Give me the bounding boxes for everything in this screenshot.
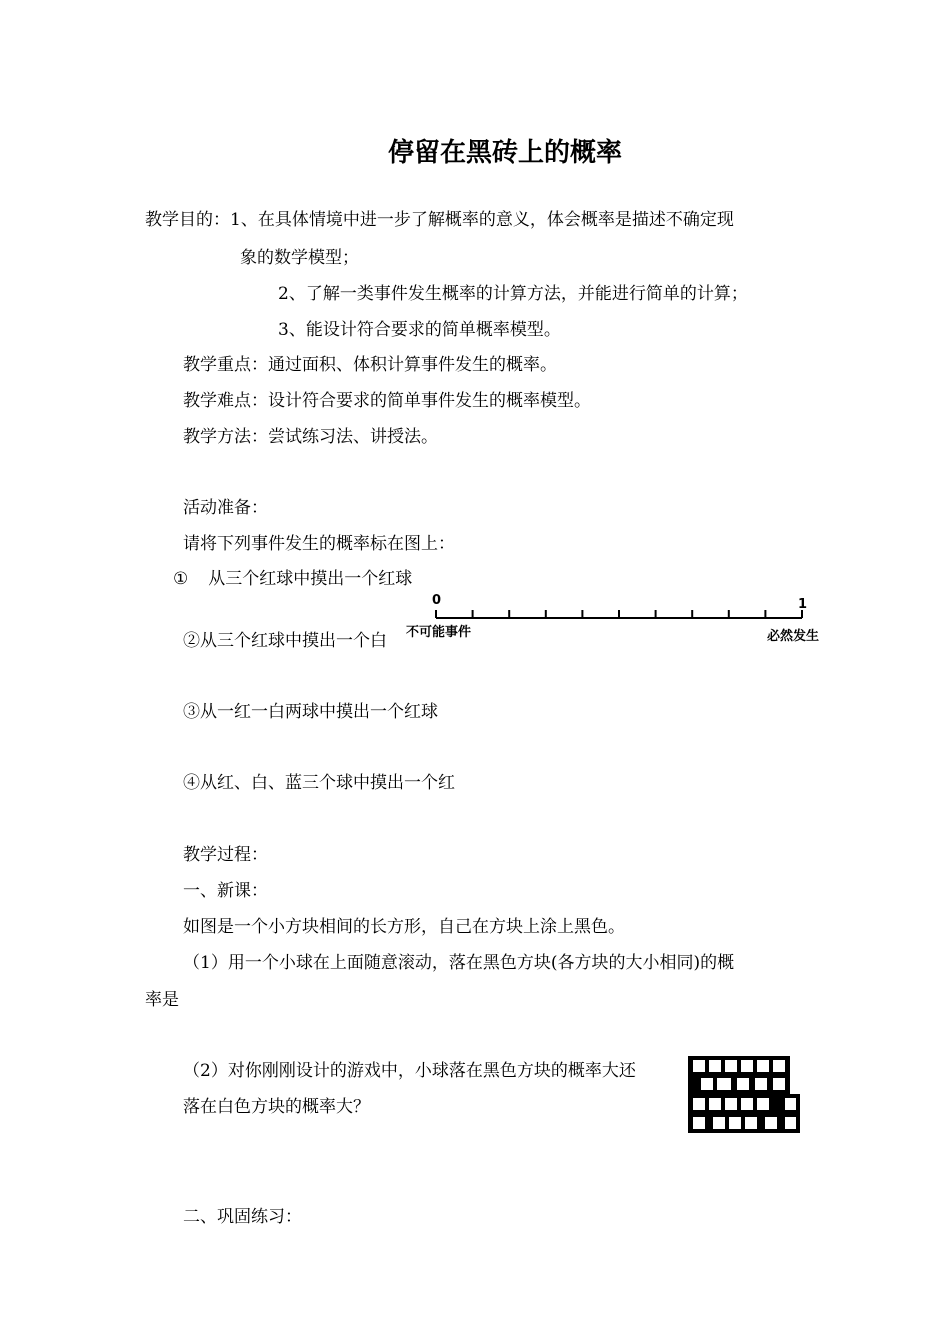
tile-grid-graphic	[686, 1054, 802, 1136]
tile-grid-figure	[686, 1054, 802, 1136]
objective-3: 3、能设计符合要求的简单概率模型。	[278, 320, 561, 340]
section-new-lesson: 一、新课：	[183, 881, 268, 901]
certain-event-label: 必然发生	[767, 629, 820, 644]
item-1-marker: ①	[173, 569, 189, 589]
section-practice: 二、巩固练习：	[183, 1207, 302, 1227]
question-2-continued: 落在白色方块的概率大？	[183, 1097, 370, 1117]
question-1: （1）用一个小球在上面随意滚动，落在黑色方块(各方块的大小相同)的概	[183, 953, 735, 973]
activity-item-1	[173, 571, 412, 588]
activity-item-3: ③从一红一白两球中摸出一个红球	[183, 702, 438, 722]
objectives-label: 教学目的：	[145, 210, 230, 230]
activity-instruction: 请将下列事件发生的概率标在图上：	[183, 534, 455, 554]
activity-item-4: ④从红、白、蓝三个球中摸出一个红	[183, 773, 455, 793]
objective-2: 2、了解一类事件发生概率的计算方法，并能进行简单的计算；	[278, 284, 748, 304]
impossible-event-label: 不可能事件	[406, 625, 472, 640]
number-line-start-label: 0	[432, 593, 442, 608]
objective-1-continued: 象的数学模型；	[240, 248, 359, 268]
teaching-method: 教学方法：尝试练习法、讲授法。	[183, 427, 438, 447]
number-line-end-label: 1	[798, 597, 808, 612]
activity-heading: 活动准备：	[183, 498, 268, 518]
probability-number-line	[406, 593, 840, 646]
question-1-continued: 率是	[145, 990, 179, 1010]
objective-1: 1、在具体情境中进一步了解概率的意义，体会概率是描述不确定现	[230, 210, 734, 230]
activity-item-2: ②从三个红球中摸出一个白	[183, 631, 387, 651]
grid-intro: 如图是一个小方块相间的长方形，自己在方块上涂上黑色。	[183, 917, 625, 937]
difficulty: 教学难点：设计符合要求的简单事件发生的概率模型。	[183, 391, 591, 411]
objectives-line1	[145, 212, 734, 229]
question-2: （2）对你刚刚设计的游戏中，小球落在黑色方块的概率大还	[183, 1061, 636, 1081]
process-heading: 教学过程：	[183, 845, 268, 865]
item-1-text: 从三个红球中摸出一个红球	[208, 569, 413, 589]
page-title: 停留在黑砖上的概率	[387, 138, 622, 168]
key-point: 教学重点：通过面积、体积计算事件发生的概率。	[183, 355, 557, 375]
number-line-ticks	[436, 610, 802, 618]
